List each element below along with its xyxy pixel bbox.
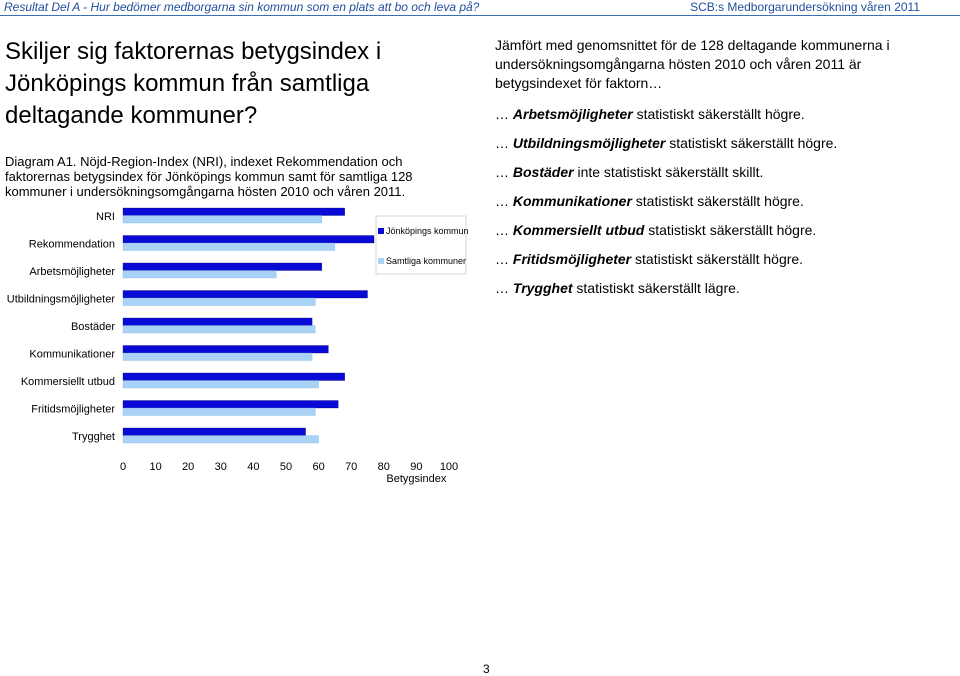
finding-text: statistiskt säkerställt högre. [644,222,817,238]
bar [123,216,322,224]
finding-prefix: … [495,193,513,209]
legend-swatch [378,228,384,234]
bar [123,236,374,244]
bar [123,271,276,279]
finding-text: statistiskt säkerställt högre. [631,193,804,209]
finding-item [495,250,935,269]
header-left-text: Resultat Del A - Hur bedömer medborgarna sin kommun som en plats att bo och leva på? [4,0,480,14]
finding-prefix: … [495,280,513,296]
category-label: Rekommendation [28,238,115,251]
page-header [0,0,960,16]
bar [123,408,315,416]
finding-text: statistiskt säkerställt högre. [665,135,838,151]
finding-item [495,221,935,240]
legend-label: Samtliga kommuner [386,256,467,266]
category-label: Fritidsmöjligheter [31,403,115,416]
bar [123,381,319,389]
bar [123,373,345,381]
page-title: Skiljer sig faktorernas betygsindex i Jönköpings kommun från samtliga deltagande kommuner? [5,38,382,129]
findings-panel [495,36,935,308]
caption-text: Nöjd-Region-Index (NRI), indexet Rekommendation och faktorernas betygsindex för Jönköpings kommun samt för samtliga 128 kommuner i undersökningsomgångarna hösten 2010 och våren 2011. [5,154,413,199]
caption-label: Diagram A1. [5,154,77,169]
bar [123,346,328,354]
x-axis-label: Betygsindex [386,473,447,485]
finding-text: statistiskt säkerställt lägre. [572,280,740,296]
x-tick-label: 80 [377,461,390,473]
chart-caption [5,154,455,199]
findings-list [495,105,935,298]
x-tick-label: 0 [119,461,127,473]
finding-factor: Utbildningsmöjligheter [512,135,666,151]
finding-prefix: … [495,222,513,238]
finding-prefix: … [495,135,513,151]
finding-item [495,105,935,124]
finding-text: statistiskt säkerställt högre. [632,106,805,122]
finding-text: statistiskt säkerställt högre. [631,251,804,267]
category-label: Arbetsmöjligheter [29,266,115,278]
finding-item [495,279,935,298]
finding-factor: Fritidsmöjligheter [512,251,632,267]
category-label: Bostäder [70,321,115,333]
x-tick-label: 100 [439,461,459,473]
finding-text: inte statistiskt säkerställt skillt. [573,164,764,180]
bar [123,208,345,216]
x-tick-label: 90 [410,461,423,473]
category-label: Trygghet [71,431,115,443]
finding-item [495,192,935,211]
bar-chart [0,200,480,490]
x-tick-label: 30 [214,461,227,473]
x-tick-label: 70 [345,461,358,473]
bar [123,436,319,444]
bar [123,401,338,409]
bar [123,298,315,306]
x-tick-label: 20 [182,461,195,473]
bar [123,353,312,361]
finding-prefix: … [495,106,513,122]
legend-swatch [378,258,384,264]
category-label: Utbildningsmöjligheter [6,293,115,306]
legend-label: Jönköpings kommun [386,226,469,236]
x-tick-label: 60 [312,461,325,473]
bar [123,428,306,436]
finding-factor: Trygghet [512,280,573,296]
x-tick-label: 40 [247,461,260,473]
bar [123,263,322,271]
finding-factor: Kommersiellt utbud [512,222,645,238]
header-right-text: SCB:s Medborgarundersökning våren 2011 [690,0,920,14]
category-label: NRI [96,211,115,223]
bar [123,243,335,251]
x-tick-label: 10 [149,461,162,473]
x-tick-label: 50 [279,461,293,473]
bar [123,326,315,334]
finding-factor: Arbetsmöjligheter [512,106,633,122]
finding-item [495,163,935,182]
page-number: 3 [483,662,490,676]
bar [123,318,312,326]
findings-intro: Jämfört med genomsnittet för de 128 deltagande kommunerna i undersökningsomgångarna hösten 2010 och våren 2011 är betygsindexet för faktorn… [495,37,890,91]
category-label: Kommunikationer [29,348,115,361]
finding-prefix: … [495,164,513,180]
bar [123,291,368,299]
finding-item [495,134,935,153]
finding-prefix: … [495,251,513,267]
finding-factor: Bostäder [512,164,574,180]
finding-factor: Kommunikationer [512,193,632,209]
category-label: Kommersiellt utbud [20,376,115,388]
